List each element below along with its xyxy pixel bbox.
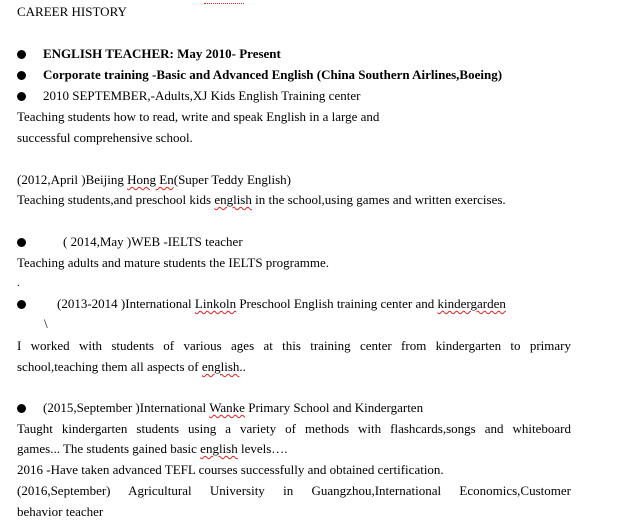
text-segment: .. xyxy=(239,359,246,374)
text-segment: (2012,April )Beijing xyxy=(17,172,128,187)
bullet-dot xyxy=(17,404,26,413)
stray-dot: . xyxy=(17,277,20,289)
job-entry-beijing xyxy=(17,172,291,188)
paragraph-line: (2016,September) Agricultural University in Guangzhou,International Economics,Customer xyxy=(17,483,571,498)
paragraph-line: I worked with students of various ages at this training center from kindergarten to primary xyxy=(17,338,571,353)
misspelled-word: english xyxy=(200,441,238,456)
text-segment: (2015,September )International xyxy=(43,400,210,415)
paragraph-line: behavior teacher xyxy=(17,504,104,519)
paragraph-line: successful comprehensive school. xyxy=(17,130,193,145)
bullet-item-english-teacher: ENGLISH TEACHER: May 2010- Present xyxy=(43,46,281,61)
misspelled-word: Wanke xyxy=(209,400,245,415)
bullet-dot xyxy=(17,300,26,309)
text-segment: Teaching students,and preschool kids xyxy=(17,192,215,207)
text-segment: school,teaching them all aspects of xyxy=(17,359,202,374)
bullet-item-corporate-training: Corporate training -Basic and Advanced English (China Southern Airlines,Boeing) xyxy=(43,67,503,82)
section-heading: CAREER HISTORY xyxy=(17,4,127,19)
bullet-dot xyxy=(17,92,26,101)
bullet-dot xyxy=(17,50,26,59)
paragraph-line: Teaching students how to read, write and speak English in a large and xyxy=(17,109,380,124)
misspelled-word: kindergarden xyxy=(437,296,506,311)
paragraph-line: 2016 -Have taken advanced TEFL courses successfully and obtained certification. xyxy=(17,462,444,477)
paragraph-line xyxy=(17,359,246,375)
bullet-item-ielts: ( 2014,May )WEB -IELTS teacher xyxy=(63,234,243,249)
text-segment: Preschool English training center and xyxy=(236,296,438,311)
bullet-dot xyxy=(17,71,26,80)
bullet-item-xj-kids: 2010 SEPTEMBER,-Adults,XJ Kids English Training center xyxy=(43,88,361,103)
bullet-item-wanke xyxy=(43,400,423,416)
paragraph-line xyxy=(17,192,506,208)
text-segment: (2013-2014 )International xyxy=(57,296,195,311)
misspelled-word: english xyxy=(201,359,240,374)
text-segment: levels…. xyxy=(237,441,288,456)
paragraph-line: Teaching adults and mature students the IELTS programme. xyxy=(17,255,329,270)
misspelled-word: english xyxy=(214,192,252,207)
text-segment: games... The students gained basic xyxy=(17,441,201,456)
spellcheck-mark xyxy=(204,0,244,4)
backslash-mark: \ xyxy=(44,316,48,331)
text-segment: in the school,using games and written exercises. xyxy=(251,192,506,207)
paragraph-line xyxy=(17,441,288,457)
bullet-item-international xyxy=(57,296,506,312)
text-segment: Primary School and Kindergarten xyxy=(244,400,424,415)
misspelled-word: Linkoln xyxy=(194,296,237,311)
bullet-dot xyxy=(17,238,26,247)
misspelled-word: Hong En xyxy=(127,172,174,187)
text-segment: (Super Teddy English) xyxy=(173,172,292,187)
paragraph-line: Taught kindergarten students using a variety of methods with flashcards,songs and whiteboard xyxy=(17,421,571,436)
